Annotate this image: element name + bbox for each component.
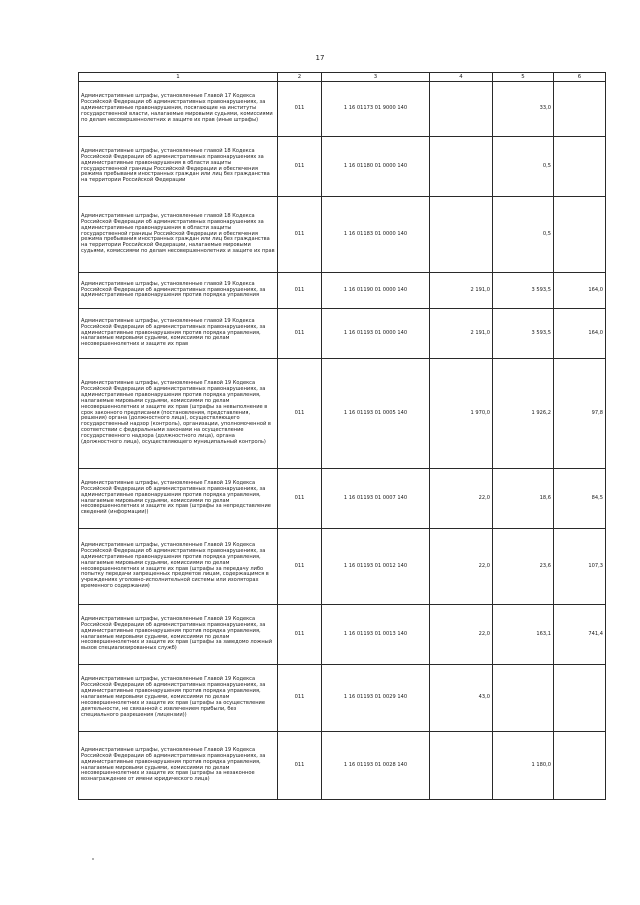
table-row bbox=[79, 732, 606, 800]
row-budget-code: 1 16 01193 01 0012 140 bbox=[322, 529, 430, 605]
row-budget-code: 1 16 01193 01 0005 140 bbox=[322, 359, 430, 469]
table-row bbox=[79, 605, 606, 665]
row-value-col5: 33,0 bbox=[493, 82, 554, 137]
row-value-col4: 43,0 bbox=[430, 665, 493, 732]
row-admin-code: 011 bbox=[278, 137, 322, 197]
row-value-col5: 0,5 bbox=[493, 197, 554, 273]
row-value-col6 bbox=[554, 665, 606, 732]
row-budget-code: 1 16 01190 01 0000 140 bbox=[322, 273, 430, 309]
row-budget-code: 1 16 01193 01 0007 140 bbox=[322, 469, 430, 529]
row-value-col4: 2 191,0 bbox=[430, 309, 493, 359]
row-value-col6: 164,0 bbox=[554, 309, 606, 359]
row-admin-code: 011 bbox=[278, 529, 322, 605]
column-header-actual: 5 bbox=[493, 73, 554, 82]
table-row bbox=[79, 665, 606, 732]
row-value-col5: 3 593,5 bbox=[493, 309, 554, 359]
table-row bbox=[79, 273, 606, 309]
row-value-col5: 1 926,2 bbox=[493, 359, 554, 469]
row-description: Административные штрафы, установленные главой 19 Кодекса Российской Федерации об административных правонарушениях, за административные правонарушения против порядка управления, налагаемые мировыми судьями, комиссиями по делам несовершеннолетних и защите их прав bbox=[79, 309, 278, 359]
row-value-col6: 97,8 bbox=[554, 359, 606, 469]
row-value-col5 bbox=[493, 665, 554, 732]
row-budget-code: 1 16 01193 01 0000 140 bbox=[322, 309, 430, 359]
row-value-col6 bbox=[554, 197, 606, 273]
row-value-col5: 1 180,0 bbox=[493, 732, 554, 800]
row-budget-code: 1 16 01193 01 0029 140 bbox=[322, 665, 430, 732]
row-budget-code: 1 16 01193 01 0013 140 bbox=[322, 605, 430, 665]
row-admin-code: 011 bbox=[278, 732, 322, 800]
table-row bbox=[79, 197, 606, 273]
row-value-col4 bbox=[430, 732, 493, 800]
column-number-row bbox=[79, 73, 606, 82]
row-description: Административные штрафы, установленные Главой 19 Кодекса Российской Федерации об административных правонарушениях, за административные правонарушения против порядка управления, налагаемые мировыми судьями, комиссиями по делам несовершеннолетних и защите их прав (штрафы за передачу либо попытку передачи запрещенных предметов лицам, содержащимся в учреждениях уголовно-исполнительной системы или изоляторах временного содержания) bbox=[79, 529, 278, 605]
row-budget-code: 1 16 01183 01 0000 140 bbox=[322, 197, 430, 273]
row-description: Административные штрафы, установленные Главой 19 Кодекса Российской Федерации об административных правонарушениях, за административные правонарушения против порядка управления, налагаемые мировыми судьями, комиссиями по делам несовершеннолетних и защите их прав (штрафы за заведомо ложный вызов специализированных служб) bbox=[79, 605, 278, 665]
row-value-col5: 18,6 bbox=[493, 469, 554, 529]
row-budget-code: 1 16 01173 01 9000 140 bbox=[322, 82, 430, 137]
table-row bbox=[79, 529, 606, 605]
row-value-col4: 22,0 bbox=[430, 529, 493, 605]
row-value-col6: 741,4 bbox=[554, 605, 606, 665]
row-value-col4: 1 970,0 bbox=[430, 359, 493, 469]
row-description: Административные штрафы, установленные Главой 19 Кодекса Российской Федерации об административных правонарушениях, за административные правонарушения против порядка управления, налагаемые мировыми судьями, комиссиями по делам несовершеннолетних и защите их прав (штрафы за незаконное вознаграждение от имени юридического лица) bbox=[79, 732, 278, 800]
row-value-col4 bbox=[430, 137, 493, 197]
row-admin-code: 011 bbox=[278, 197, 322, 273]
revenue-table bbox=[78, 72, 606, 800]
row-value-col4: 22,0 bbox=[430, 605, 493, 665]
table-row bbox=[79, 82, 606, 137]
row-admin-code: 011 bbox=[278, 469, 322, 529]
row-description: Административные штрафы, установленные Главой 17 Кодекса Российской Федерации об административных правонарушениях, за административные правонарушения, посягающие на институты государственной власти, налагаемые мировыми судьями, комиссиями по делам несовершеннолетних и защите их прав (иные штрафы) bbox=[79, 82, 278, 137]
row-admin-code: 011 bbox=[278, 665, 322, 732]
column-header-percent: 6 bbox=[554, 73, 606, 82]
column-header-description: 1 bbox=[79, 73, 278, 82]
row-value-col5: 23,6 bbox=[493, 529, 554, 605]
row-value-col6: 164,0 bbox=[554, 273, 606, 309]
row-value-col4 bbox=[430, 82, 493, 137]
page-number: 17 bbox=[315, 54, 325, 62]
row-description: Административные штрафы, установленные главой 19 Кодекса Российской Федерации об административных правонарушениях, за административные правонарушения против порядка управления bbox=[79, 273, 278, 309]
column-header-plan: 4 bbox=[430, 73, 493, 82]
row-description: Административные штрафы, установленные главой 18 Кодекса Российской Федерации об административных правонарушениях за административные правонарушения в области защиты государственной границы Российской Федерации и обеспечения режима пребывания иностранных граждан или лиц без гражданства на территории Российской Федерации, налагаемые мировыми судьями, комиссиями по делам несовершеннолетних и защите их прав bbox=[79, 197, 278, 273]
row-budget-code: 1 16 01193 01 0028 140 bbox=[322, 732, 430, 800]
row-admin-code: 011 bbox=[278, 309, 322, 359]
row-budget-code: 1 16 01180 01 0000 140 bbox=[322, 137, 430, 197]
row-admin-code: 011 bbox=[278, 605, 322, 665]
scan-artifact bbox=[92, 858, 94, 860]
row-value-col4: 22,0 bbox=[430, 469, 493, 529]
row-admin-code: 011 bbox=[278, 82, 322, 137]
column-header-admin: 2 bbox=[278, 73, 322, 82]
table-row bbox=[79, 469, 606, 529]
row-value-col5: 0,5 bbox=[493, 137, 554, 197]
row-description: Административные штрафы, установленные главой 18 Кодекса Российской Федерации об административных правонарушениях за административные правонарушения в области защиты государственной границы Российской Федерации и обеспечения режима пребывания иностранных граждан или лиц без гражданства на территории Российской Федерации bbox=[79, 137, 278, 197]
row-value-col4: 2 191,0 bbox=[430, 273, 493, 309]
row-value-col5: 3 593,5 bbox=[493, 273, 554, 309]
row-value-col4 bbox=[430, 197, 493, 273]
column-header-code: 3 bbox=[322, 73, 430, 82]
row-value-col6 bbox=[554, 82, 606, 137]
row-value-col5: 163,1 bbox=[493, 605, 554, 665]
row-description: Административные штрафы, установленные Главой 19 Кодекса Российской Федерации об административных правонарушениях, за административные правонарушения против порядка управления, налагаемые мировыми судьями, комиссиями по делам несовершеннолетних и защите их прав (штрафы за невыполнение в срок законного предписания (постановления, представления, решения) органа (должностного лица), осуществляющего государственный надзор (контроль), организации, уполномоченной в соответствии с федеральными законами на осуществление государственного надзора (должностного лица), органа (должностного лица), осуществляющего муниципальный контроль) bbox=[79, 359, 278, 469]
row-admin-code: 011 bbox=[278, 359, 322, 469]
table-row bbox=[79, 137, 606, 197]
row-value-col6 bbox=[554, 732, 606, 800]
table-row bbox=[79, 309, 606, 359]
row-description: Административные штрафы, установленные Главой 19 Кодекса Российской Федерации об административных правонарушениях, за административные правонарушения против порядка управления, налагаемые мировыми судьями, комиссиями по делам несовершеннолетних и защите их прав (штрафы за непредставление сведений (информации)) bbox=[79, 469, 278, 529]
row-description: Административные штрафы, установленные Главой 19 Кодекса Российской Федерации об административных правонарушениях, за административные правонарушения против порядка управления, налагаемые мировыми судьями, комиссиями по делам несовершеннолетних и защите их прав (штрафы за осуществление деятельности, не связанной с извлечением прибыли, без специального разрешения (лицензии)) bbox=[79, 665, 278, 732]
row-value-col6 bbox=[554, 137, 606, 197]
table-row bbox=[79, 359, 606, 469]
row-value-col6: 84,5 bbox=[554, 469, 606, 529]
row-value-col6: 107,3 bbox=[554, 529, 606, 605]
row-admin-code: 011 bbox=[278, 273, 322, 309]
